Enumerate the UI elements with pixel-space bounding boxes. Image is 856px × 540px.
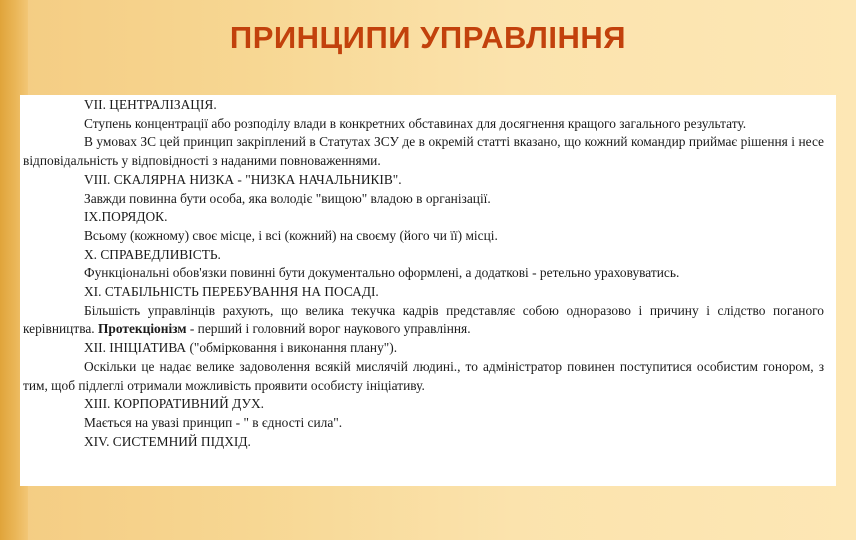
principle-heading-xiv: XIV. СИСТЕМНИЙ ПІДХІД. — [84, 433, 251, 449]
protectionism-term: Протекціонізм — [98, 321, 187, 337]
principle-text-vii-2: В умовах ЗС цей принцип закріплений в Статутах ЗСУ де в окремій статті вказано, що кожний командир приймає рішення і несе відповідальність у відповідності з наданими повноваженнями. — [23, 134, 824, 169]
principle-text-x: Функціональні обов'язки повинні бути документально оформлені, а додаткові - ретельно ураховуватись. — [84, 265, 680, 281]
slide-title: ПРИНЦИПИ УПРАВЛІННЯ — [229, 20, 627, 55]
principle-text-xi-part2: - перший і головний ворог наукового управління. — [186, 321, 471, 337]
principle-text-xi-part1: Більшість управлінців рахують, що велика текучка кадрів представляє собою одноразово і причину і слідство поганого керівництва. — [23, 302, 824, 337]
content-panel — [20, 95, 836, 486]
principle-heading-xi: XI. СТАБІЛЬНІСТЬ ПЕРЕБУВАННЯ НА ПОСАДІ. — [84, 284, 379, 300]
principle-text-xi — [23, 302, 824, 339]
principle-heading-xiii: XIII. КОРПОРАТИВНИЙ ДУХ. — [84, 396, 264, 412]
principle-text-vii-1: Ступень концентрації або розподілу влади в конкретних обставинах для досягнення кращого загального результату. — [84, 115, 747, 131]
principle-text-xii: Оскільки це надає велике задоволення всякій мислячій людині., то адміністратор повинен поступитися особистим гонором, з тим, щоб підлеглі отримали можливість проявити особисту ініціативу. — [23, 358, 824, 393]
principle-heading-viii: VIII. СКАЛЯРНА НИЗКА - "НИЗКА НАЧАЛЬНИКІВ". — [84, 171, 402, 187]
principle-text-viii: Завжди повинна бути особа, яка володіє "вищою" владою в організації. — [84, 190, 491, 206]
principle-heading-x: X. СПРАВЕДЛИВІСТЬ. — [84, 246, 221, 262]
principle-heading-ix: IX.ПОРЯДОК. — [84, 209, 168, 225]
principle-text-xiii: Мається на увазі принцип - " в єдності сила". — [84, 414, 343, 430]
principle-heading-vii: VII. ЦЕНТРАЛІЗАЦІЯ. — [84, 97, 217, 112]
principle-heading-xii: XII. ІНІЦІАТИВА ("обмірковання і виконання плану"). — [84, 340, 398, 356]
principle-text-ix: Всьому (кожному) своє місце, і всі (кожний) на своєму (його чи її) місці. — [84, 227, 498, 243]
